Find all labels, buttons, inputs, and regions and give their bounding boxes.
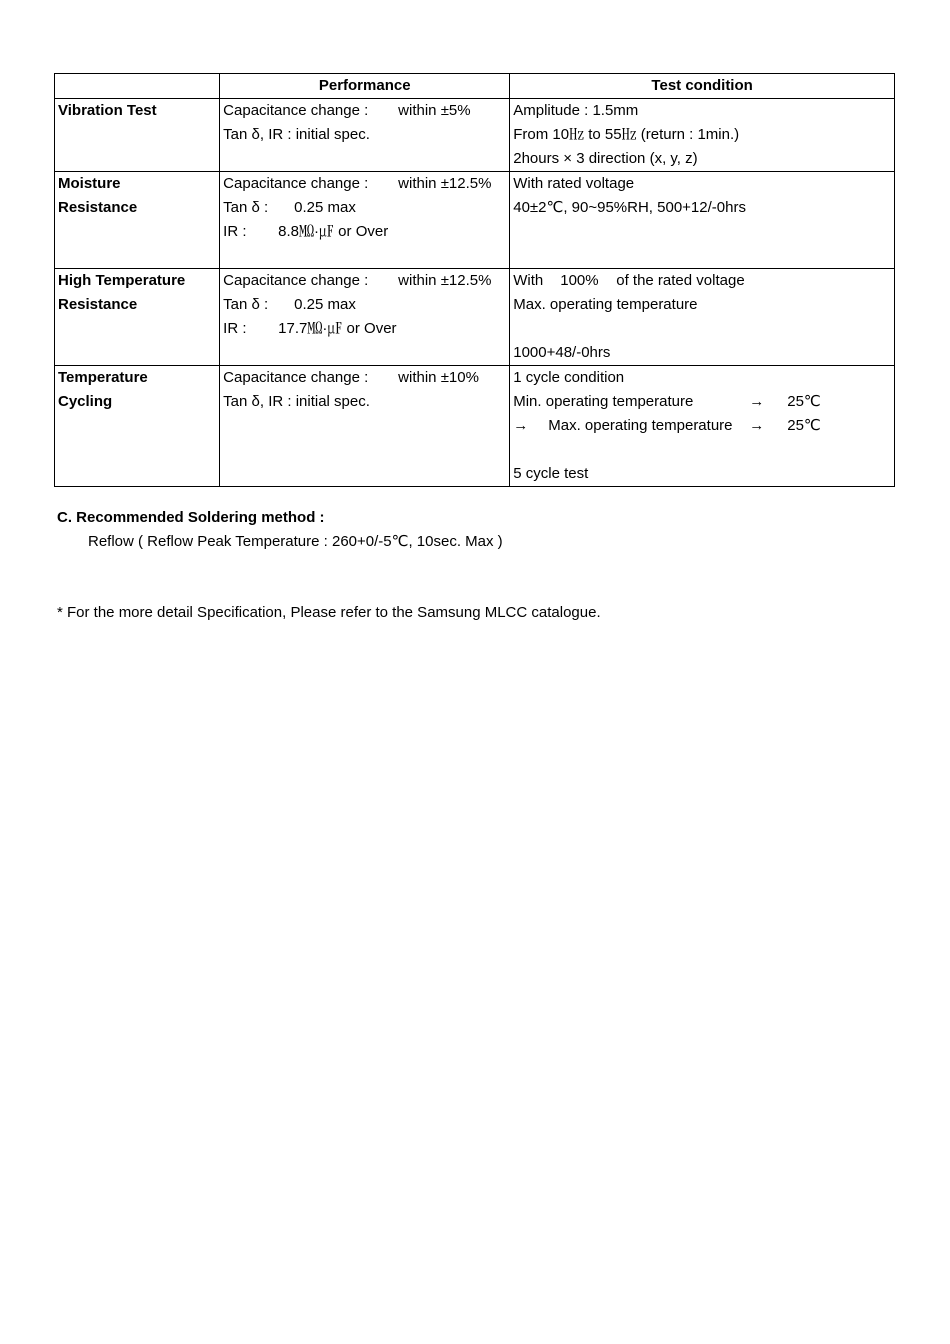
arrow-right-icon: →: [749, 417, 765, 434]
performance-value: within ±10%: [398, 369, 479, 386]
performance-cell: [220, 172, 510, 269]
performance-line: [223, 366, 509, 390]
performance-cell: [220, 269, 510, 366]
performance-label: Capacitance change :: [223, 102, 369, 119]
header-test-condition: Test condition: [510, 74, 895, 99]
performance-line: [223, 220, 509, 244]
performance-label: Capacitance change :: [223, 369, 369, 386]
test-name: Temperature: [58, 369, 148, 386]
performance-line: [223, 172, 509, 196]
test-name-cell: [55, 99, 220, 172]
test-name-cell: [55, 172, 220, 269]
condition-line: 40±2℃, 90~95%RH, 500+12/-0hrs: [513, 199, 746, 216]
performance-value: within ±12.5%: [398, 272, 492, 289]
performance-line: [223, 317, 509, 341]
condition-line: From 10㎐ to 55㎐ (return : 1min.): [513, 126, 740, 143]
table-row: [55, 99, 895, 172]
condition-with: With: [513, 272, 544, 289]
performance-line: [223, 99, 509, 123]
max-temp-label: Max. operating temperature: [548, 417, 733, 434]
test-name: Cycling: [58, 393, 113, 410]
min-temp-label: Min. operating temperature: [513, 393, 694, 410]
performance-value: within ±12.5%: [398, 175, 492, 192]
performance-label: Capacitance change :: [223, 175, 369, 192]
condition-line: 5 cycle test: [513, 465, 589, 482]
performance-label: Capacitance change :: [223, 272, 369, 289]
test-name-cell: [55, 269, 220, 366]
condition-with-rest: of the rated voltage: [616, 272, 745, 289]
condition-line: 2hours × 3 direction (x, y, z): [513, 150, 698, 167]
performance-value: within ±5%: [398, 102, 471, 119]
table-header-row: [55, 74, 895, 99]
performance-line: [223, 269, 509, 293]
soldering-body: Reflow ( Reflow Peak Temperature : 260+0/-5℃, 10sec. Max ): [88, 533, 503, 550]
table-row: [55, 172, 895, 269]
soldering-heading: C. Recommended Soldering method :: [57, 509, 325, 526]
performance-line: Tan δ, IR : initial spec.: [223, 393, 370, 410]
performance-label: Tan δ :: [223, 199, 269, 216]
test-name: Resistance: [58, 296, 138, 313]
table-row: [55, 366, 895, 487]
footnote: * For the more detail Specification, Please refer to the Samsung MLCC catalogue.: [57, 604, 601, 621]
performance-cell: [220, 366, 510, 487]
performance-value: 8.8㏁·㎌ or Over: [278, 223, 389, 240]
performance-line: Tan δ, IR : initial spec.: [223, 126, 370, 143]
performance-cell: [220, 99, 510, 172]
condition-cell: [510, 269, 895, 366]
condition-line: [513, 414, 894, 438]
performance-value: 0.25 max: [294, 199, 356, 216]
condition-line: Amplitude : 1.5mm: [513, 102, 639, 119]
test-name: Resistance: [58, 199, 138, 216]
test-name: Vibration Test: [58, 102, 157, 119]
temp-value: 25℃: [787, 393, 821, 410]
test-name: High Temperature: [58, 272, 186, 289]
table-row: [55, 269, 895, 366]
temp-value: 25℃: [787, 417, 821, 434]
header-blank: [55, 74, 220, 99]
condition-line: Max. operating temperature: [513, 296, 698, 313]
voltage-percent: 100%: [560, 272, 599, 289]
condition-line: [513, 269, 894, 293]
performance-value: 0.25 max: [294, 296, 356, 313]
condition-cell: [510, 172, 895, 269]
condition-line: [513, 390, 894, 414]
condition-cell: [510, 366, 895, 487]
condition-line: With rated voltage: [513, 175, 635, 192]
header-performance: Performance: [220, 74, 510, 99]
test-name: Moisture: [58, 175, 121, 192]
spec-table: [54, 73, 895, 487]
performance-label: IR :: [223, 320, 247, 337]
condition-cell: [510, 99, 895, 172]
condition-line: 1 cycle condition: [513, 369, 625, 386]
performance-value: 17.7㏁·㎌ or Over: [278, 320, 397, 337]
test-name-cell: [55, 366, 220, 487]
performance-label: IR :: [223, 223, 247, 240]
performance-line: [223, 293, 509, 317]
performance-line: [223, 196, 509, 220]
performance-label: Tan δ :: [223, 296, 269, 313]
arrow-right-icon: →: [749, 393, 765, 410]
condition-line: 1000+48/-0hrs: [513, 344, 611, 361]
arrow-right-icon: →: [513, 417, 529, 434]
